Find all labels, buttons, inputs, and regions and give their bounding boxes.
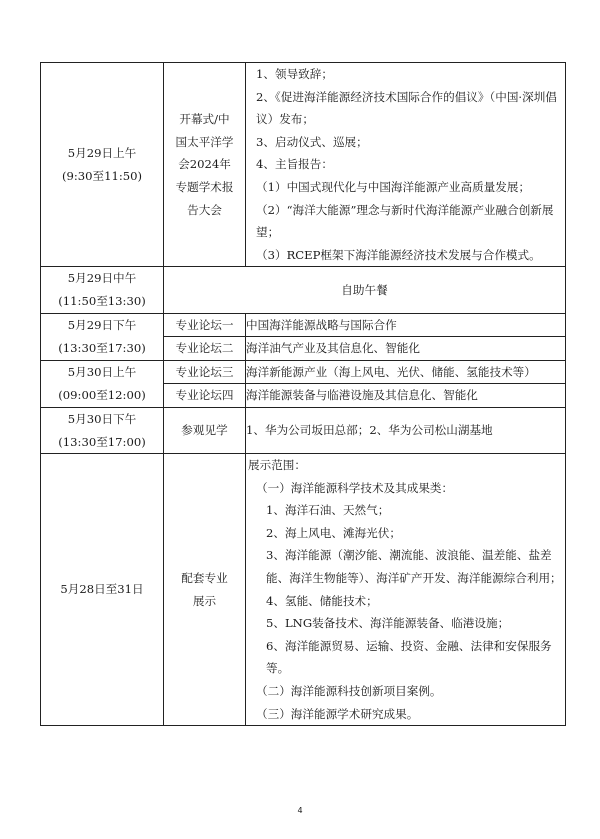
list-item: 展示范围： [248,458,306,473]
forum-name: 专业论坛二 [164,337,246,361]
list-item: （1）中国式现代化与中国海洋能源产业高质量发展； [256,179,531,194]
list-item: （二）海洋能源科技创新项目案例。 [256,684,442,699]
list-item: （三）海洋能源学术研究成果。 [256,706,419,721]
forum-topic: 海洋新能源产业（海上风电、光伏、储能、氢能技术等） [246,360,566,384]
schedule-table [40,62,566,726]
list-item: 6、海洋能源贸易、运输、投资、金融、法律和安保服务等。 [266,638,552,676]
time-range: (11:50至13:30) [58,293,146,308]
time-date: 5月30日下午 [67,411,137,426]
forum-topic: 海洋能源装备与临港设施及其信息化、智能化 [246,384,566,408]
session-line: 会2024年 [178,157,231,172]
list-item: 4、主旨报告： [256,157,333,172]
session-line: 展示 [192,593,217,608]
session-line: 告大会 [187,202,222,217]
list-item: （一）海洋能源科学技术及其成果类： [256,480,454,495]
session-cell [164,454,246,726]
page-number: 4 [297,806,303,815]
forum-name: 专业论坛三 [164,360,246,384]
list-item: 3、海洋能源（潮汐能、潮流能、波浪能、温差能、盐差能、海洋生物能等）、海洋矿产开发、海洋能源综合利用； [266,548,562,586]
session-cell [164,63,246,267]
visit-content: 1、华为公司坂田总部；2、华为公司松山湖基地 [246,407,566,453]
forum-name: 专业论坛一 [164,313,246,337]
session-cell: 参观见学 [164,407,246,453]
table-row [41,407,566,453]
time-range: (09:00至12:00) [58,387,146,402]
time-date: 5月29日中午 [67,271,137,286]
list-item: （3）RCEP框架下海洋能源经济技术发展与合作模式。 [256,247,541,262]
list-item: 3、启动仪式、巡展； [256,134,368,149]
time-range: (13:30至17:00) [58,434,146,449]
time-date: 5月29日下午 [67,318,137,333]
table-row [41,454,566,726]
time-cell [41,313,164,360]
time-range: (9:30至11:50) [61,168,143,183]
time-cell [41,267,164,313]
session-line: 专题学术报 [175,179,234,194]
session-line: 国太平洋学 [175,134,234,149]
session-line: 开幕式/中 [179,112,230,127]
time-date: 5月29日上午 [67,146,137,161]
time-cell [41,360,164,407]
list-item: （2）“海洋大能源”理念与新时代海洋能源产业融合创新展望； [256,202,554,240]
forum-topic: 海洋油气产业及其信息化、智能化 [246,337,566,361]
list-item: 1、领导致辞； [256,67,333,81]
table-row [41,63,566,267]
content-cell [246,63,566,267]
table-row [41,267,566,313]
list-item: 2、海上风电、滩海光伏； [266,525,401,540]
list-item: 5、LNG装备技术、海洋能源装备、临港设施； [266,616,510,631]
table-row [41,313,566,337]
session-line: 配套专业 [181,571,228,586]
time-date: 5月30日上午 [67,365,137,380]
forum-name: 专业论坛四 [164,384,246,408]
list-item: 2、《促进海洋能源经济技术国际合作的倡议》（中国·深圳倡议）发布； [256,89,557,127]
time-range: (13:30至17:30) [58,340,146,355]
time-cell [41,407,164,453]
list-item: 1、海洋石油、天然气； [266,503,390,518]
time-cell [41,63,164,267]
table-row [41,360,566,384]
content-cell [246,454,566,726]
list-item: 4、氢能、储能技术； [266,593,378,608]
time-cell: 5月28日至31日 [41,454,164,726]
lunch-cell: 自助午餐 [164,267,566,313]
forum-topic: 中国海洋能源战略与国际合作 [246,313,566,337]
